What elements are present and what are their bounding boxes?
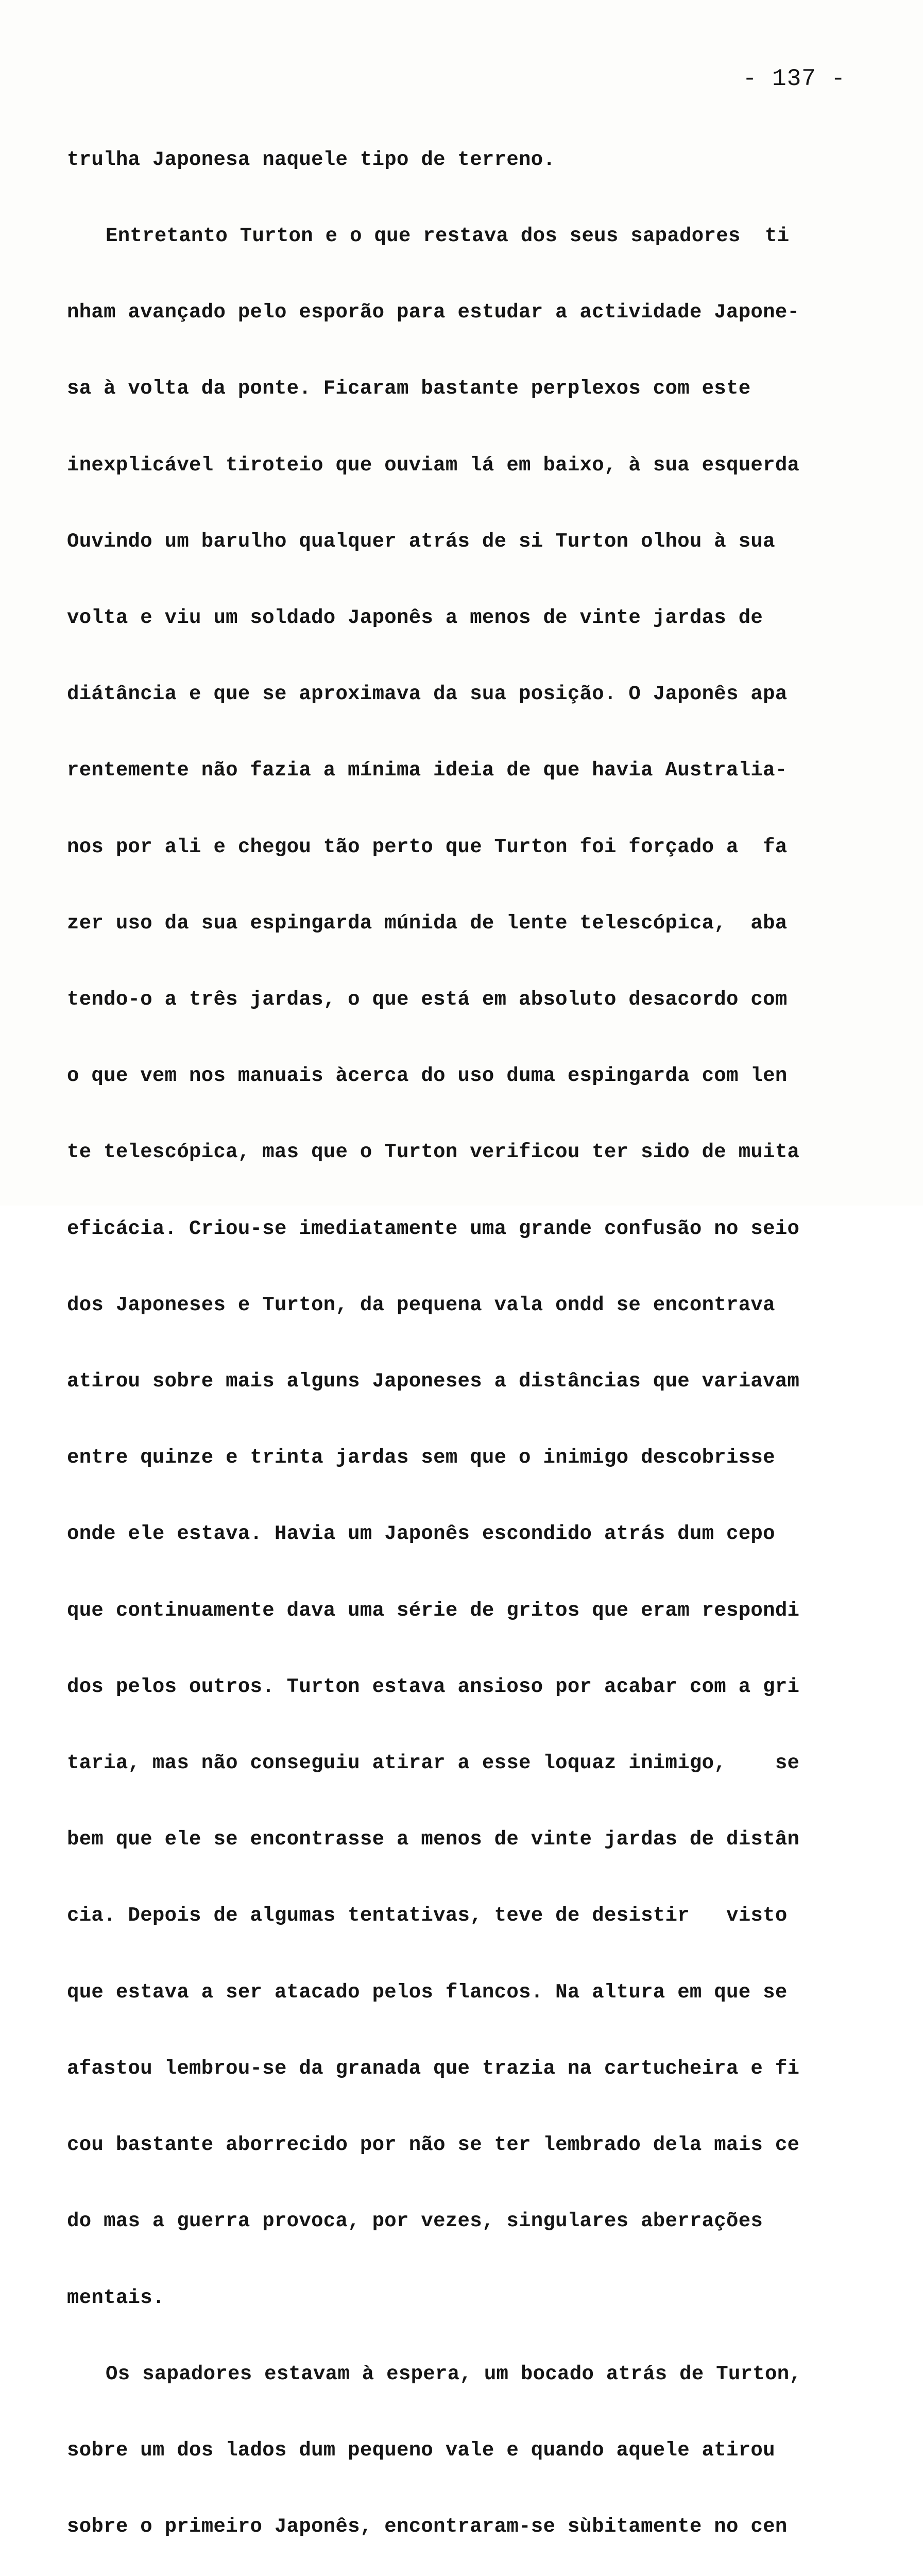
text-line: dos pelos outros. Turton estava ansioso por acabar com a gri xyxy=(67,1675,800,1698)
text-line: eficácia. Criou-se imediatamente uma grande confusão no seio xyxy=(67,1217,800,1240)
text-line: cou bastante aborrecido por não se ter lembrado dela mais ce xyxy=(67,2133,800,2157)
page-number: - 137 - xyxy=(742,65,846,92)
text-line: nos por ali e chegou tão perto que Turton foi forçado a fa xyxy=(67,835,788,858)
text-line: volta e viu um soldado Japonês a menos de vinte jardas de xyxy=(67,606,763,630)
text-line: do mas a guerra provoca, por vezes, singulares aberrações xyxy=(67,2210,763,2233)
text-line: te telescópica, mas que o Turton verificou ter sido de muita xyxy=(67,1141,800,1164)
text-line: Entretanto Turton e o que restava dos seus sapadores ti xyxy=(106,225,790,248)
text-line: inexplicável tiroteio que ouviam lá em baixo, à sua esquerda xyxy=(67,453,800,477)
text-line: sa à volta da ponte. Ficaram bastante perplexos com este xyxy=(67,377,751,400)
text-line: entre quinze e trinta jardas sem que o inimigo descobrisse xyxy=(67,1446,775,1469)
text-line: que continuamente dava uma série de gritos que eram respondi xyxy=(67,1599,800,1622)
text-line: cia. Depois de algumas tentativas, teve de desistir visto xyxy=(67,1904,788,1927)
text-line: atirou sobre mais alguns Japoneses a distâncias que variavam xyxy=(67,1370,800,1393)
text-line: afastou lembrou-se da granada que trazia na cartucheira e fi xyxy=(67,2057,800,2080)
text-line: sobre o primeiro Japonês, encontraram-se sùbitamente no cen xyxy=(67,2515,788,2538)
text-line: mentais. xyxy=(67,2286,165,2309)
text-line: Ouvindo um barulho qualquer atrás de si Turton olhou à sua xyxy=(67,530,775,553)
text-line: Os sapadores estavam à espera, um bocado atrás de Turton, xyxy=(106,2362,802,2385)
text-line: diátância e que se aproximava da sua posição. O Japonês apa xyxy=(67,683,788,706)
text-line: taria, mas não conseguiu atirar a esse loquaz inimigo, se xyxy=(67,1752,800,1775)
text-line: trulha Japonesa naquele tipo de terreno. xyxy=(67,148,556,171)
text-line: onde ele estava. Havia um Japonês escondido atrás dum cepo xyxy=(67,1522,775,1546)
text-line: zer uso da sua espingarda múnida de lente telescópica, aba xyxy=(67,911,788,935)
text-line: nham avançado pelo esporão para estudar a actividade Japone- xyxy=(67,301,800,324)
text-line: rentemente não fazia a mínima ideia de que havia Australia- xyxy=(67,759,788,782)
text-line: que estava a ser atacado pelos flancos. Na altura em que se xyxy=(67,1980,788,2004)
text-line: tendo-o a três jardas, o que está em absoluto desacordo com xyxy=(67,988,788,1011)
body-text xyxy=(67,96,850,2576)
text-line: sobre um dos lados dum pequeno vale e quando aquele atirou xyxy=(67,2438,775,2462)
text-line: o que vem nos manuais àcerca do uso duma espingarda com len xyxy=(67,1064,788,1088)
text-line: dos Japoneses e Turton, da pequena vala ondd se encontrava xyxy=(67,1293,775,1316)
text-line: bem que ele se encontrasse a menos de vinte jardas de distân xyxy=(67,1828,800,1851)
